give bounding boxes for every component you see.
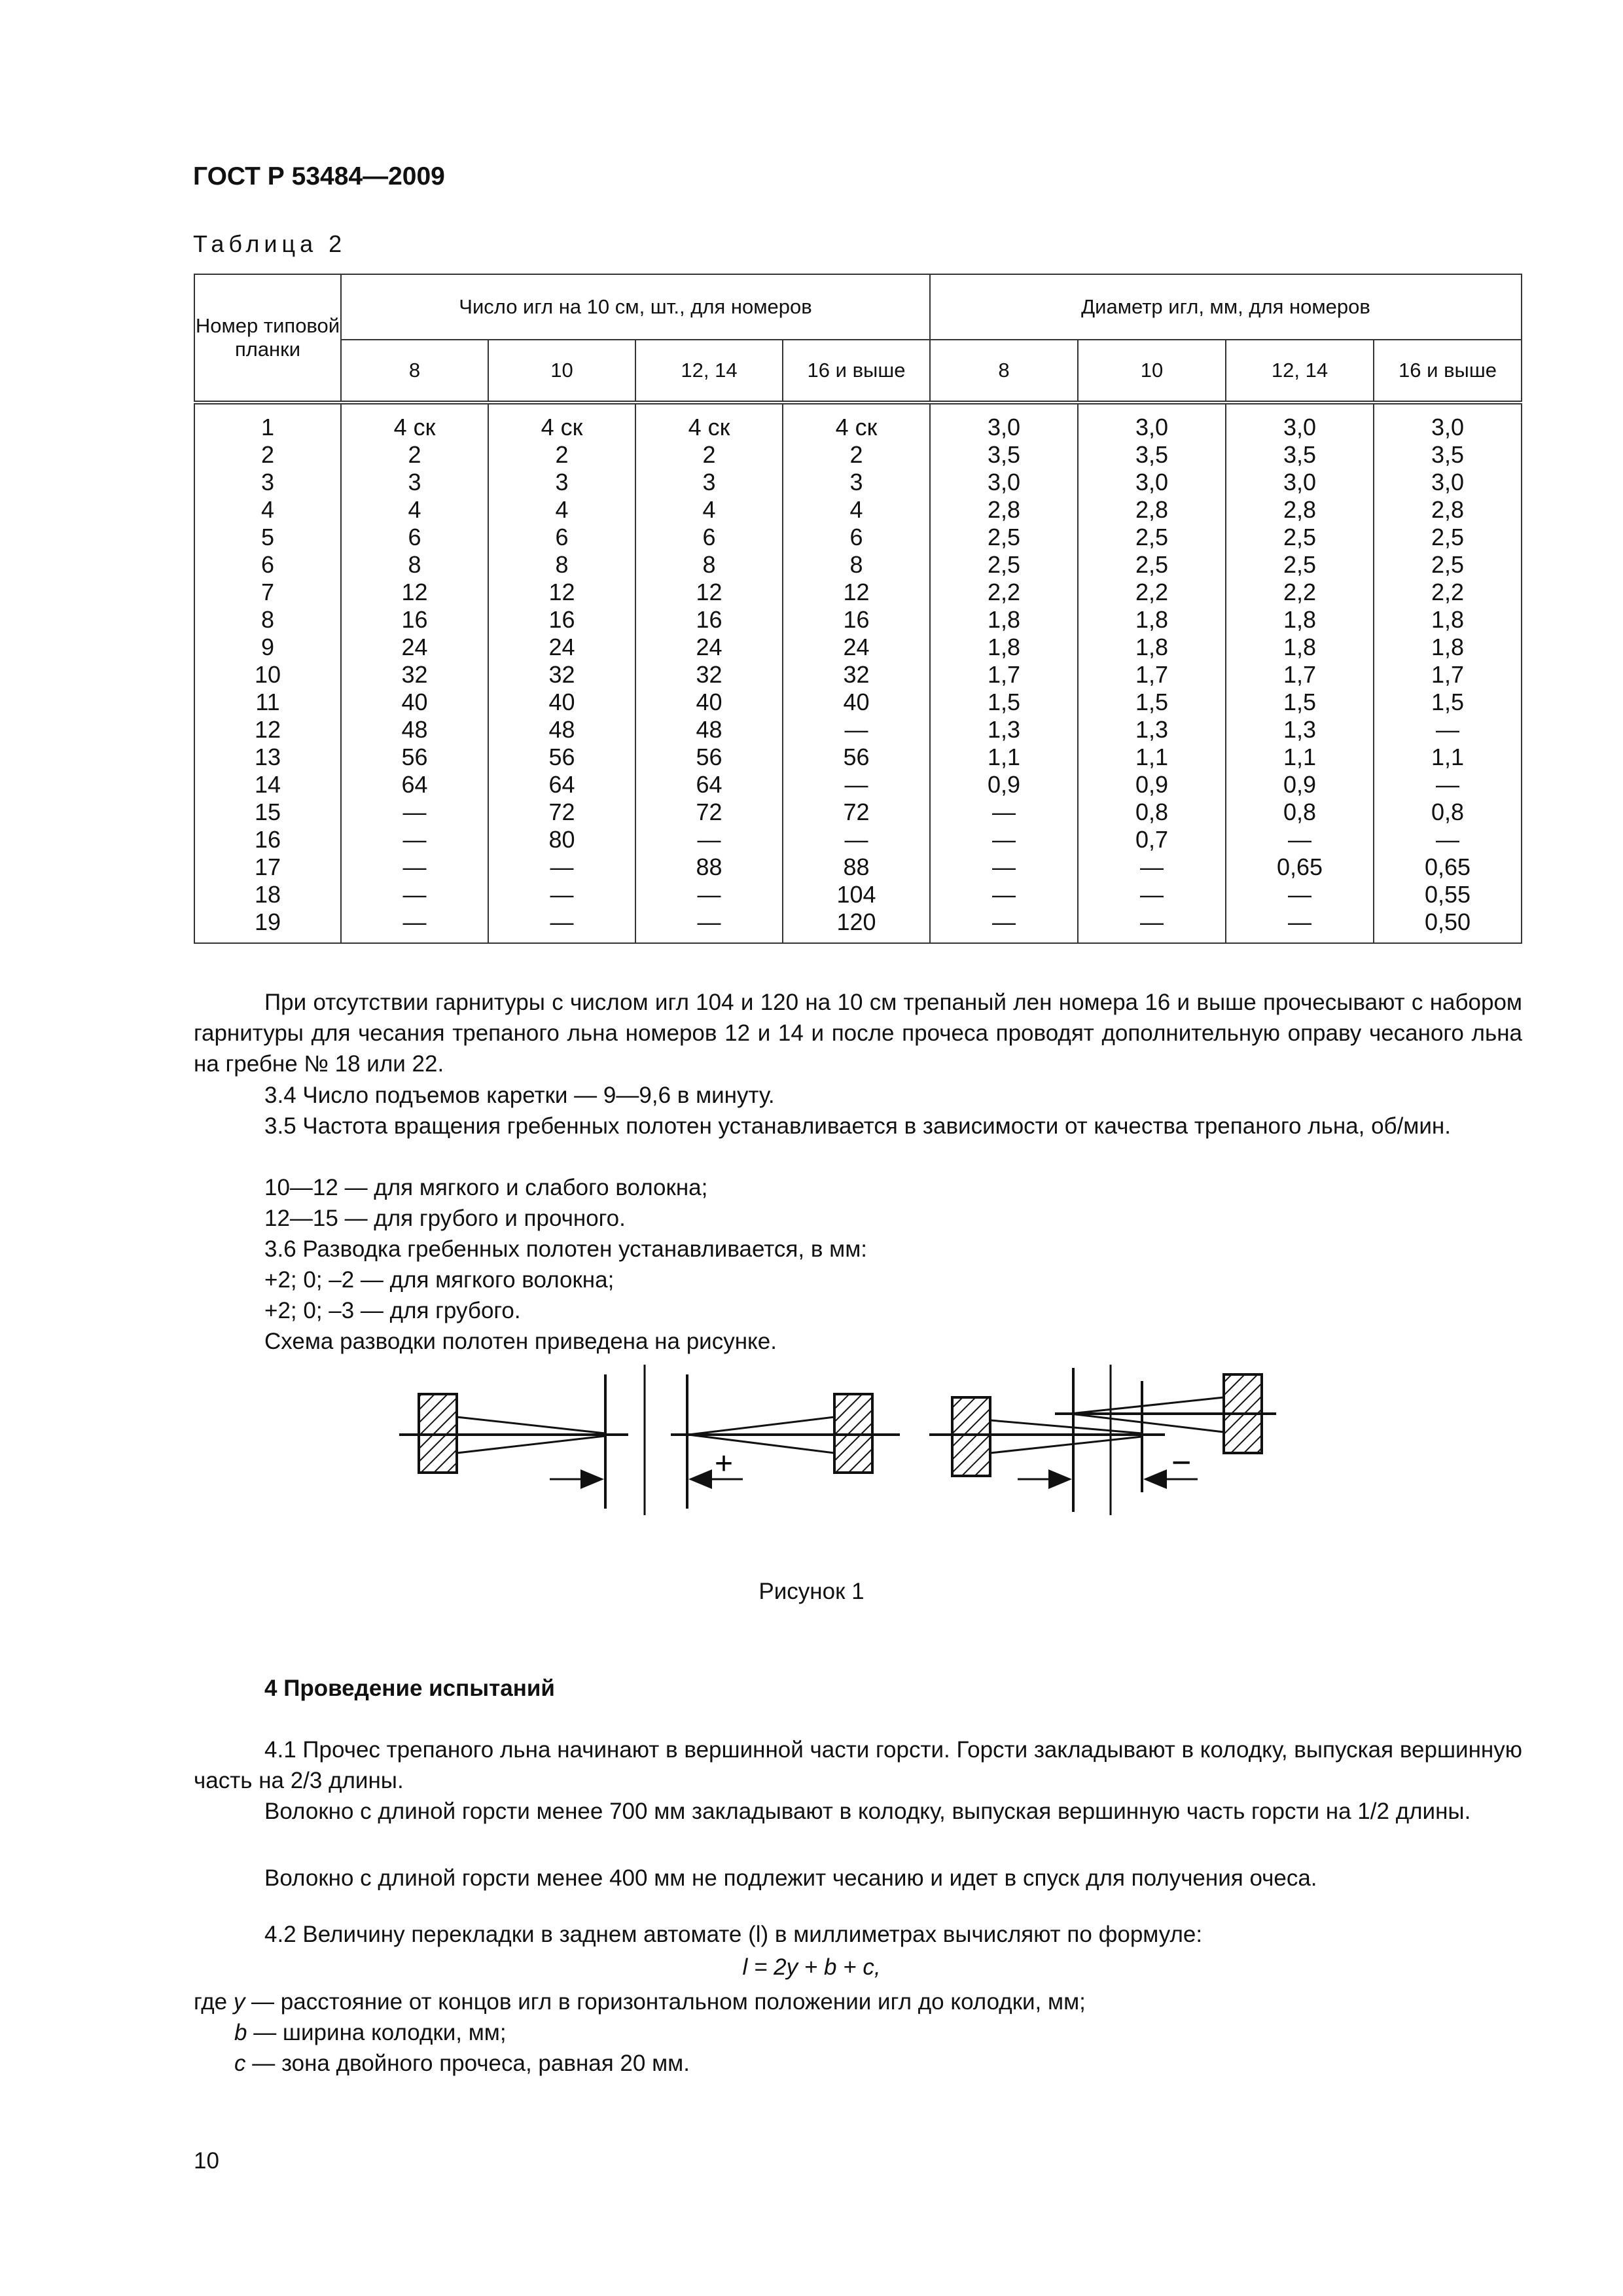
table-cell: — [930, 826, 1078, 853]
table-cell: 8 [635, 551, 783, 579]
item-4-1-400: Волокно с длиной горсти менее 400 мм не подлежит чесанию и идет в спуск для получения очеса. [264, 1865, 1317, 1891]
table-cell: — [1226, 826, 1374, 853]
table-row [194, 716, 1522, 744]
table-row [194, 441, 1522, 469]
item-4-1-700: Волокно с длиной горсти менее 700 мм закладывают в колодку, выпуская вершинную часть горсти на 1/2 длины. [264, 1799, 1471, 1824]
where-b: b — ширина колодки, мм; [234, 2020, 507, 2045]
table-cell: 1,5 [1374, 689, 1522, 716]
table-cell: 24 [488, 634, 635, 661]
subheader-cell: 12, 14 [1226, 340, 1374, 403]
table-cell: 24 [783, 634, 930, 661]
table-cell: 3,0 [1226, 403, 1374, 441]
table-cell: 13 [194, 744, 341, 771]
table-cell: 4 [341, 496, 488, 524]
table-cell: 6 [341, 524, 488, 551]
table-cell: 1,5 [1078, 689, 1226, 716]
page-number: 10 [194, 2148, 219, 2174]
table-cell: 6 [783, 524, 930, 551]
table-row [194, 634, 1522, 661]
table-cell: 32 [488, 661, 635, 689]
table-cell: — [488, 908, 635, 943]
table-cell: 88 [783, 853, 930, 881]
table-cell: 56 [635, 744, 783, 771]
comb-spacing-figure [0, 1361, 1623, 1558]
needle-table [194, 274, 1522, 944]
table-cell: 24 [635, 634, 783, 661]
table-cell: 4 ск [341, 403, 488, 441]
table-cell: 12 [783, 579, 930, 606]
table-cell: 2,5 [1226, 551, 1374, 579]
table-cell: 3,5 [930, 441, 1078, 469]
table-cell: 3 [488, 469, 635, 496]
table-cell: 1,1 [1078, 744, 1226, 771]
table-cell: — [341, 798, 488, 826]
table-cell: 4 ск [783, 403, 930, 441]
table-cell: 0,9 [1226, 771, 1374, 798]
table-cell: 10 [194, 661, 341, 689]
table-cell: — [635, 908, 783, 943]
plus-sign: + [715, 1446, 734, 1481]
table-cell: 0,65 [1374, 853, 1522, 881]
table-cell: 18 [194, 881, 341, 908]
header-plank-number: Номер типовой планки [194, 274, 341, 403]
table-cell: — [341, 881, 488, 908]
table-cell: 32 [341, 661, 488, 689]
table-cell: 1,3 [1078, 716, 1226, 744]
table-cell: 1,8 [1226, 606, 1374, 634]
subheader-cell: 10 [1078, 340, 1226, 403]
table-cell: 1,3 [930, 716, 1078, 744]
table-cell: 19 [194, 908, 341, 943]
table-cell: 6 [488, 524, 635, 551]
table-cell: 1,5 [930, 689, 1078, 716]
table-cell: 11 [194, 689, 341, 716]
table-cell: 1,3 [1226, 716, 1374, 744]
table-cell: 3,5 [1226, 441, 1374, 469]
table-row [194, 661, 1522, 689]
table-cell: 48 [635, 716, 783, 744]
table-cell: — [341, 908, 488, 943]
table-cell: — [930, 853, 1078, 881]
table-cell: 48 [488, 716, 635, 744]
section-4-heading: 4 Проведение испытаний [264, 1676, 555, 1701]
table-cell: 3,0 [1226, 469, 1374, 496]
table-cell: 3,0 [1078, 403, 1226, 441]
document-header: ГОСТ Р 53484—2009 [193, 162, 445, 190]
table-cell: 6 [635, 524, 783, 551]
subheader-cell: 12, 14 [635, 340, 783, 403]
table-row [194, 881, 1522, 908]
table-cell: 2,8 [930, 496, 1078, 524]
table-cell: — [635, 881, 783, 908]
subheader-cell: 10 [488, 340, 635, 403]
table-cell: — [930, 881, 1078, 908]
table-cell: 0,8 [1078, 798, 1226, 826]
header-needle-count: Число игл на 10 см, шт., для номеров [341, 274, 930, 340]
table-cell: 8 [488, 551, 635, 579]
table-cell: 56 [783, 744, 930, 771]
table-cell: 3,0 [1374, 403, 1522, 441]
subheader-cell: 16 и выше [1374, 340, 1522, 403]
table-cell: 2,8 [1078, 496, 1226, 524]
table-cell: — [783, 771, 930, 798]
table-cell: 1,8 [1374, 634, 1522, 661]
table-cell: 56 [488, 744, 635, 771]
table-cell: 56 [341, 744, 488, 771]
table-cell: 12 [635, 579, 783, 606]
table-row [194, 579, 1522, 606]
table-cell: 1,8 [1078, 634, 1226, 661]
table-cell: — [488, 853, 635, 881]
item-3-6-coarse: +2; 0; –3 — для грубого. [264, 1298, 521, 1323]
table-cell: — [1226, 881, 1374, 908]
table-cell: 2,5 [1374, 551, 1522, 579]
table-cell: 1,1 [1226, 744, 1374, 771]
where-c: c — зона двойного прочеса, равная 20 мм. [234, 2051, 690, 2076]
table-cell: 3 [194, 469, 341, 496]
table-row [194, 606, 1522, 634]
table-cell: 3,0 [1374, 469, 1522, 496]
table-cell: 16 [783, 606, 930, 634]
table-cell: 1,7 [1374, 661, 1522, 689]
table-cell: — [341, 853, 488, 881]
table-cell: 1,7 [930, 661, 1078, 689]
table-cell: 1,1 [930, 744, 1078, 771]
table-cell: 4 [635, 496, 783, 524]
table-cell: 2 [194, 441, 341, 469]
table-cell: — [1226, 908, 1374, 943]
table-cell: — [635, 826, 783, 853]
table-row [194, 403, 1522, 441]
table-cell: — [1078, 881, 1226, 908]
table-cell: 2,5 [1374, 524, 1522, 551]
table-cell: — [1374, 716, 1522, 744]
table-cell: 40 [488, 689, 635, 716]
table-cell: 4 [488, 496, 635, 524]
table-cell: 4 ск [488, 403, 635, 441]
table-cell: 2,5 [1078, 524, 1226, 551]
table-cell: 7 [194, 579, 341, 606]
table-cell: 17 [194, 853, 341, 881]
table-cell: 40 [635, 689, 783, 716]
table-cell: 3,0 [930, 469, 1078, 496]
table-cell: — [1374, 826, 1522, 853]
table-cell: 1,8 [1226, 634, 1374, 661]
table-cell: 4 [194, 496, 341, 524]
table-cell: — [1078, 853, 1226, 881]
table-row [194, 826, 1522, 853]
table-cell: 8 [783, 551, 930, 579]
table-cell: 0,55 [1374, 881, 1522, 908]
table-cell: 2 [488, 441, 635, 469]
table-cell: 2 [635, 441, 783, 469]
table-cell: 0,8 [1226, 798, 1374, 826]
table-row [194, 496, 1522, 524]
table-cell: 120 [783, 908, 930, 943]
subheader-cell: 16 и выше [783, 340, 930, 403]
table-cell: 64 [488, 771, 635, 798]
table-cell: 12 [488, 579, 635, 606]
table-cell: — [930, 798, 1078, 826]
table-cell: 1,7 [1226, 661, 1374, 689]
table-cell: 2,8 [1226, 496, 1374, 524]
table-cell: — [783, 716, 930, 744]
minus-sign: − [1171, 1444, 1192, 1482]
item-3-6: 3.6 Разводка гребенных полотен устанавливается, в мм: [264, 1236, 867, 1262]
table-cell: 88 [635, 853, 783, 881]
subheader-cell: 8 [930, 340, 1078, 403]
table-cell: 40 [783, 689, 930, 716]
table-cell: 0,50 [1374, 908, 1522, 943]
table-cell: 24 [341, 634, 488, 661]
table-cell: 72 [783, 798, 930, 826]
table-cell: 32 [783, 661, 930, 689]
table-cell: 3 [341, 469, 488, 496]
item-3-5-soft: 10—12 — для мягкого и слабого волокна; [264, 1175, 708, 1200]
item-3-5: 3.5 Частота вращения гребенных полотен устанавливается в зависимости от качества трепаного льна, об/мин. [264, 1113, 1451, 1139]
table-cell: 1,8 [1078, 606, 1226, 634]
table-cell: 40 [341, 689, 488, 716]
table-cell: 9 [194, 634, 341, 661]
table-cell: 32 [635, 661, 783, 689]
table-cell: 4 ск [635, 403, 783, 441]
table-cell: 72 [488, 798, 635, 826]
table-row [194, 744, 1522, 771]
table-cell: 0,9 [930, 771, 1078, 798]
table-cell: 2 [783, 441, 930, 469]
table-cell: 64 [341, 771, 488, 798]
table-cell: 16 [488, 606, 635, 634]
table-cell: 1,8 [930, 606, 1078, 634]
figure-caption: Рисунок 1 [758, 1579, 865, 1604]
table-cell: 16 [194, 826, 341, 853]
table-cell: 2,8 [1374, 496, 1522, 524]
header-needle-diameter: Диаметр игл, мм, для номеров [930, 274, 1522, 340]
item-4-2: 4.2 Величину перекладки в заднем автомате (l) в миллиметрах вычисляют по формуле: [264, 1922, 1203, 1947]
table-cell: — [341, 826, 488, 853]
table-cell: 104 [783, 881, 930, 908]
item-3-5-coarse: 12—15 — для грубого и прочного. [264, 1206, 626, 1231]
formula: l = 2y + b + c, [742, 1954, 881, 1980]
table-cell: 3 [635, 469, 783, 496]
item-4-1: 4.1 Прочес трепаного льна начинают в вершинной части горсти. Горсти закладывают в колодку, выпуская вершинную часть на 2/3 длины. [194, 1737, 1522, 1793]
table-cell: 15 [194, 798, 341, 826]
table-cell: 12 [341, 579, 488, 606]
table-cell: 4 [783, 496, 930, 524]
table-cell: — [783, 826, 930, 853]
table-cell: 72 [635, 798, 783, 826]
table-cell: 3,0 [1078, 469, 1226, 496]
paragraph-no-clothing: При отсутствии гарнитуры с числом игл 104 и 120 на 10 см трепаный лен номера 16 и выше прочесывают с набором гарнитуры для чесания трепаного льна номеров 12 и 14 и после прочеса проводят дополнительную оправу чесаного льна на гребне № 18 или 22. [194, 990, 1522, 1077]
table-cell: 2,2 [1078, 579, 1226, 606]
table-cell: 12 [194, 716, 341, 744]
table-row [194, 551, 1522, 579]
table-cell: 16 [635, 606, 783, 634]
table-cell: 2,5 [930, 551, 1078, 579]
table-cell: 80 [488, 826, 635, 853]
table-cell: 1,7 [1078, 661, 1226, 689]
table-row [194, 689, 1522, 716]
table-row [194, 908, 1522, 943]
table-caption: Таблица 2 [193, 230, 347, 257]
comb-block-hatched [419, 1394, 457, 1473]
item-3-6-soft: +2; 0; –2 — для мягкого волокна; [264, 1267, 615, 1293]
table-cell: 14 [194, 771, 341, 798]
table-cell: 1,8 [930, 634, 1078, 661]
table-cell: — [488, 881, 635, 908]
table-cell: 0,9 [1078, 771, 1226, 798]
table-cell: 1,1 [1374, 744, 1522, 771]
table-cell: — [930, 908, 1078, 943]
table-cell: 2,5 [1226, 524, 1374, 551]
table-cell: 64 [635, 771, 783, 798]
item-3-6-figure-ref: Схема разводки полотен приведена на рисунке. [264, 1329, 777, 1354]
item-3-4: 3.4 Число подъемов каретки — 9—9,6 в минуту. [264, 1083, 775, 1108]
table-cell: 0,65 [1226, 853, 1374, 881]
table-cell: — [1374, 771, 1522, 798]
table-cell: 6 [194, 551, 341, 579]
table-cell: 2,2 [1374, 579, 1522, 606]
table-cell: — [1078, 908, 1226, 943]
table-cell: 8 [194, 606, 341, 634]
table-row [194, 798, 1522, 826]
table-cell: 2 [341, 441, 488, 469]
table-cell: 0,8 [1374, 798, 1522, 826]
table-cell: 3,5 [1078, 441, 1226, 469]
table-row [194, 524, 1522, 551]
table-cell: 3 [783, 469, 930, 496]
table-cell: 2,5 [930, 524, 1078, 551]
table-cell: 48 [341, 716, 488, 744]
table-cell: 3,5 [1374, 441, 1522, 469]
table-cell: 0,7 [1078, 826, 1226, 853]
table-cell: 2,5 [1078, 551, 1226, 579]
table-cell: 8 [341, 551, 488, 579]
table-row [194, 469, 1522, 496]
table-cell: 1,5 [1226, 689, 1374, 716]
table-cell: 2,2 [1226, 579, 1374, 606]
table-cell: 1,8 [1374, 606, 1522, 634]
table-row [194, 771, 1522, 798]
where-y: где y — расстояние от концов игл в горизонтальном положении игл до колодки, мм; [194, 1989, 1086, 2015]
table-cell: 5 [194, 524, 341, 551]
table-cell: 3,0 [930, 403, 1078, 441]
table-cell: 1 [194, 403, 341, 441]
table-row [194, 853, 1522, 881]
table-cell: 2,2 [930, 579, 1078, 606]
subheader-cell: 8 [341, 340, 488, 403]
table-cell: 16 [341, 606, 488, 634]
